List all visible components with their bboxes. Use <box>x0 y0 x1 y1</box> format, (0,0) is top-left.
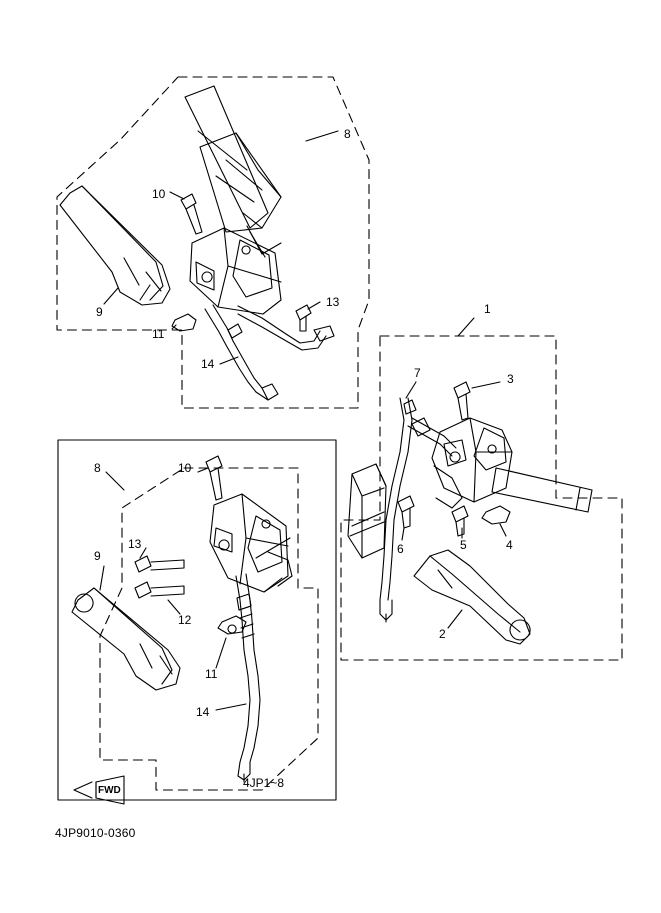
leader-4-right <box>500 524 506 536</box>
leader-8-top <box>306 131 338 141</box>
callout-7-right: 7 <box>414 366 421 380</box>
brake-lever-right <box>414 550 530 644</box>
callout-14-top: 14 <box>201 357 215 371</box>
callout-5-right: 5 <box>460 538 467 552</box>
callout-8-bottom: 8 <box>94 461 101 475</box>
callout-8-top: 8 <box>344 127 351 141</box>
leader-12-bottom <box>168 600 180 614</box>
switch-housing-upper <box>190 228 281 314</box>
lower-left-dashed-boundary <box>100 468 318 790</box>
callout-10-bottom: 10 <box>178 461 192 475</box>
callout-9-top: 9 <box>96 305 103 319</box>
brake-lever-upper <box>60 186 170 305</box>
callout-13-top: 13 <box>326 295 340 309</box>
bolt-10-lower <box>206 456 222 472</box>
outer-frame-lower <box>58 440 336 800</box>
leader-10-top <box>170 192 184 199</box>
right-dashed-boundary <box>341 336 622 660</box>
callout-1-right: 1 <box>484 302 491 316</box>
callout-2-right: 2 <box>439 627 446 641</box>
leader-8-bottom <box>106 472 124 490</box>
leader-11-bottom <box>216 638 226 668</box>
document-id: 4JP9010-0360 <box>55 826 136 840</box>
brake-lever-lower <box>72 588 180 690</box>
leader-13-top <box>308 302 320 309</box>
bolt-5-right <box>452 506 468 522</box>
nut-11-upper <box>172 314 196 331</box>
callout-10-top: 10 <box>152 187 166 201</box>
leader-9-top <box>104 288 118 304</box>
leader-7-right <box>406 382 416 398</box>
screw-13-lower <box>135 556 151 572</box>
callout-14-bottom: 14 <box>196 705 210 719</box>
callout-9-bottom: 9 <box>94 549 101 563</box>
callout-11-bottom: 11 <box>205 667 218 681</box>
bolt-10-upper <box>181 194 196 209</box>
leader-10-bottom <box>198 468 208 472</box>
callout-3-right: 3 <box>507 372 514 386</box>
callout-11-top: 11 <box>152 327 165 341</box>
screw-12-lower <box>135 582 151 598</box>
leader-2-right <box>448 610 462 628</box>
leader-14-bottom <box>216 704 246 710</box>
callout-4-right: 4 <box>506 538 513 552</box>
leader-3-right <box>472 382 500 388</box>
fwd-label: FWD <box>98 785 121 796</box>
callout-6-right: 6 <box>397 542 404 556</box>
nut-4-right <box>482 506 510 524</box>
handlebar-upper <box>185 86 268 228</box>
callout-12-bottom: 12 <box>178 613 192 627</box>
leader-6-right <box>402 528 404 540</box>
bolt-3-right <box>454 382 470 398</box>
cable-7-right <box>380 398 404 600</box>
callout-13-bottom: 13 <box>128 537 142 551</box>
leader-9-bottom <box>100 566 104 590</box>
screw-13-upper <box>296 305 311 320</box>
leader-1-right <box>458 318 474 336</box>
cable-14-upper <box>205 309 226 345</box>
group-code-label: 4JP1~8 <box>243 776 285 790</box>
bolt-6-right <box>398 496 414 512</box>
